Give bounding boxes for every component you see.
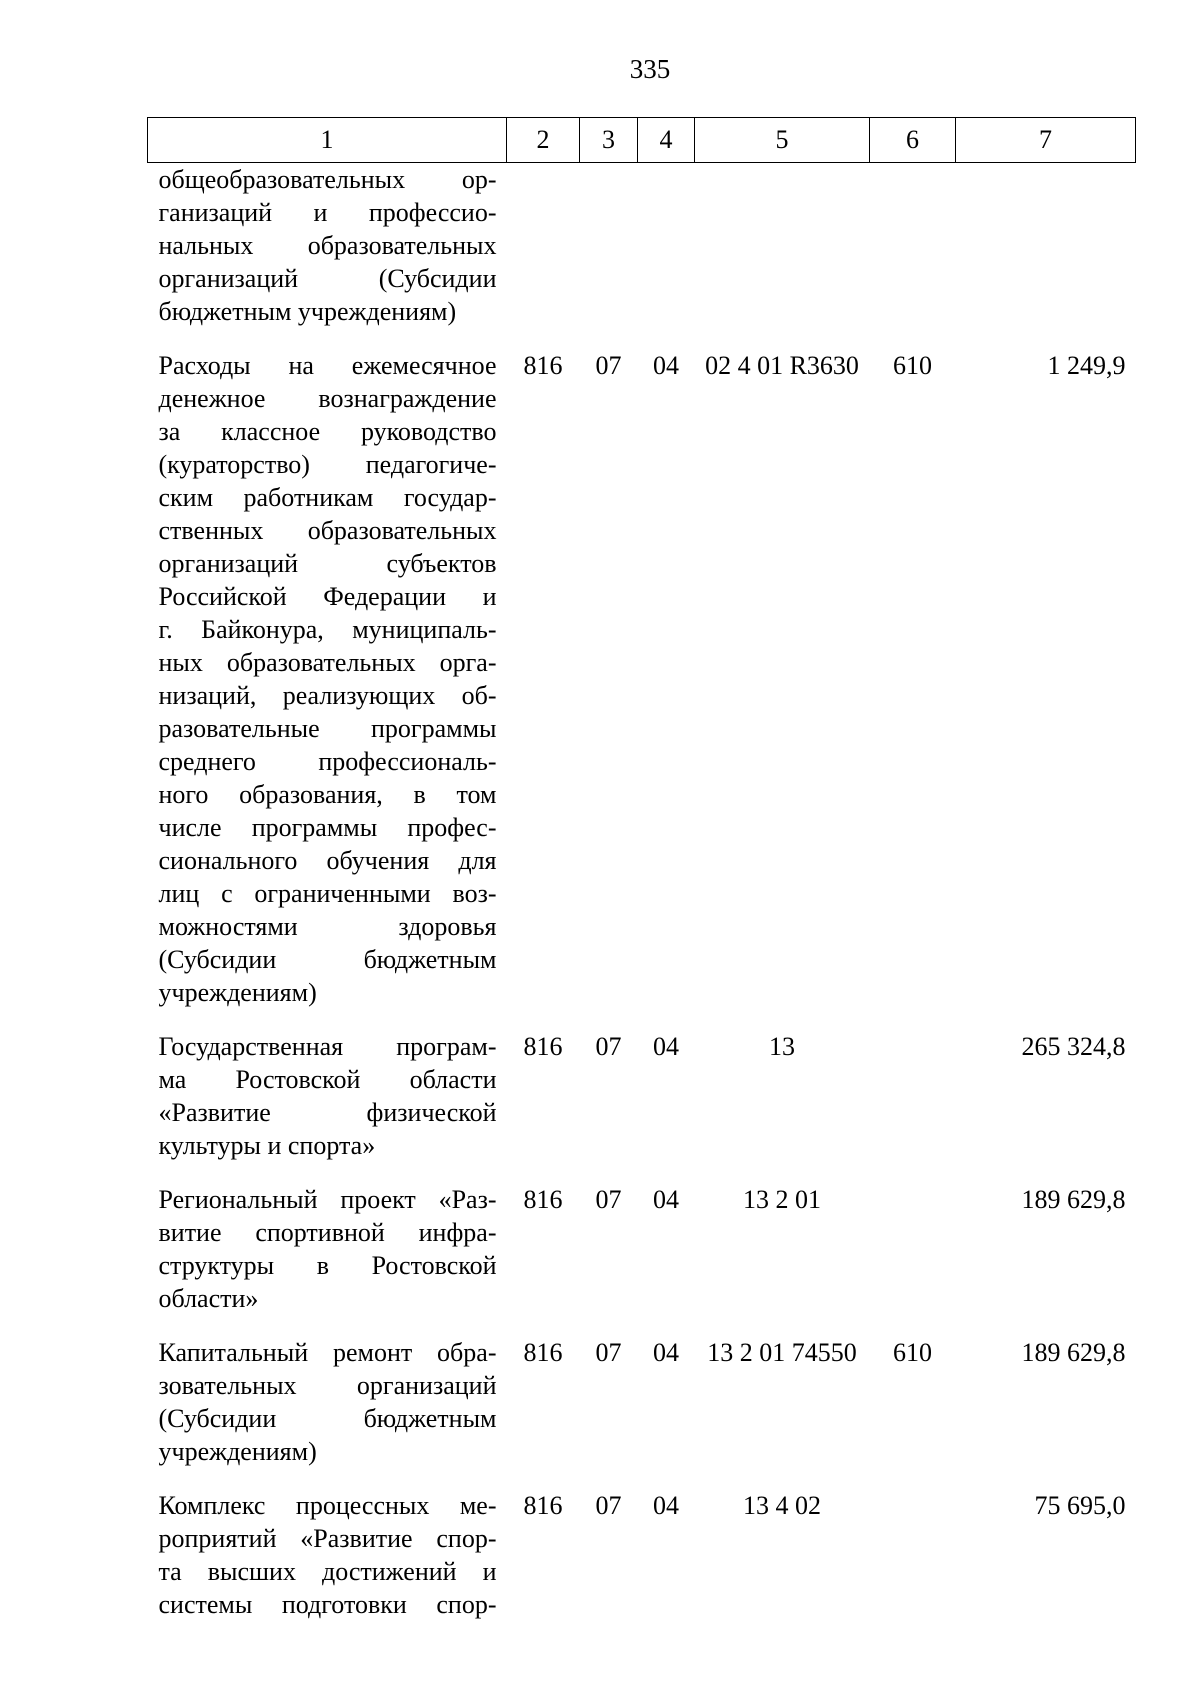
ministry-code: 816 — [523, 1185, 563, 1214]
description-line: ганизаций и профессио- — [158, 198, 497, 227]
amount — [956, 163, 1136, 350]
table-body — [148, 163, 1136, 1643]
description-line: области» — [158, 1284, 259, 1313]
amount: 265 324,8 — [1021, 1032, 1126, 1061]
table-row — [148, 349, 1136, 1030]
expense-type-code: 610 — [893, 351, 932, 380]
amount: 75 695,0 — [1034, 1491, 1126, 1520]
header-col-3: 3 — [580, 118, 638, 163]
table-row — [148, 1030, 1136, 1183]
row-description — [148, 163, 507, 350]
description-line: ных образовательных орга- — [158, 648, 497, 677]
amount: 189 629,8 — [1021, 1185, 1126, 1214]
ministry-code — [507, 163, 580, 350]
section-code: 07 — [595, 1338, 622, 1367]
description-line: та высших достижений и — [158, 1557, 497, 1586]
section-code: 07 — [595, 1185, 622, 1214]
target-item-code: 02 4 01 R3630 — [705, 351, 859, 380]
section-code — [580, 163, 638, 350]
description-line: учреждениям) — [158, 1437, 317, 1466]
description-line: г. Байконура, муниципаль- — [158, 615, 497, 644]
description-line: организаций (Субсидии — [158, 264, 497, 293]
section-code: 07 — [595, 351, 622, 380]
row-description — [148, 1336, 507, 1489]
description-line: Комплекс процессных ме- — [158, 1491, 497, 1520]
description-line: системы подготовки спор- — [158, 1590, 497, 1619]
description-line: разовательные программы — [158, 714, 497, 743]
target-item-code: 13 2 01 74550 — [707, 1338, 857, 1367]
description-line: числе программы профес- — [158, 813, 497, 842]
description-line: (Субсидии бюджетным — [158, 945, 497, 974]
expense-type-code — [870, 1183, 956, 1336]
row-description — [148, 1030, 507, 1183]
description-line: зовательных организаций — [158, 1371, 497, 1400]
description-line: витие спортивной инфра- — [158, 1218, 497, 1247]
target-item-code: 13 — [769, 1032, 795, 1061]
amount: 189 629,8 — [1021, 1338, 1126, 1367]
table-row — [148, 163, 1136, 350]
description-line: за классное руководство — [158, 417, 497, 446]
description-line: учреждениям) — [158, 978, 317, 1007]
description-line: ма Ростовской области — [158, 1065, 497, 1094]
header-col-4: 4 — [638, 118, 695, 163]
description-line: Государственная програм- — [158, 1032, 497, 1061]
budget-table — [147, 117, 1136, 1642]
subsection-code: 04 — [653, 1491, 679, 1520]
header-col-2: 2 — [507, 118, 580, 163]
header-col-5: 5 — [695, 118, 870, 163]
subsection-code: 04 — [653, 1032, 679, 1061]
description-line: (кураторство) педагогиче- — [158, 450, 497, 479]
subsection-code: 04 — [653, 1338, 679, 1367]
description-line: (Субсидии бюджетным — [158, 1404, 497, 1433]
ministry-code: 816 — [523, 351, 563, 380]
description-line: Российской Федерации и — [158, 582, 497, 611]
header-col-6: 6 — [870, 118, 956, 163]
description-line: низаций, реализующих об- — [158, 681, 497, 710]
description-line: денежное вознаграждение — [158, 384, 497, 413]
expense-type-code — [870, 1030, 956, 1183]
description-line: среднего профессиональ- — [158, 747, 497, 776]
description-line: ного образования, в том — [158, 780, 497, 809]
header-col-7: 7 — [956, 118, 1136, 163]
section-code: 07 — [595, 1491, 622, 1520]
row-description — [148, 1489, 507, 1642]
subsection-code: 04 — [653, 1185, 679, 1214]
target-item-code: 13 2 01 — [743, 1185, 821, 1214]
description-line: «Развитие физической — [158, 1098, 497, 1127]
target-item-code: 13 4 02 — [743, 1491, 821, 1520]
ministry-code: 816 — [523, 1491, 563, 1520]
header-col-1: 1 — [148, 118, 507, 163]
header-row — [148, 118, 1136, 163]
ministry-code: 816 — [523, 1032, 563, 1061]
description-line: нальных образовательных — [158, 231, 497, 260]
section-code: 07 — [595, 1032, 622, 1061]
table-row — [148, 1489, 1136, 1642]
table-row — [148, 1336, 1136, 1489]
description-line: культуры и спорта» — [158, 1131, 376, 1160]
description-line: сионального обучения для — [158, 846, 497, 875]
description-line: лиц с ограниченными воз- — [158, 879, 497, 908]
amount: 1 249,9 — [1047, 351, 1126, 380]
subsection-code — [638, 163, 695, 350]
subsection-code: 04 — [653, 351, 679, 380]
description-line: ственных образовательных — [158, 516, 497, 545]
description-line: организаций субъектов — [158, 549, 497, 578]
expense-type-code: 610 — [893, 1338, 932, 1367]
page-number: 335 — [629, 54, 671, 84]
table-row — [148, 1183, 1136, 1336]
description-line: можностями здоровья — [158, 912, 497, 941]
description-line: структуры в Ростовской — [158, 1251, 497, 1280]
description-line: роприятий «Развитие спор- — [158, 1524, 497, 1553]
ministry-code: 816 — [523, 1338, 563, 1367]
expense-type-code — [870, 163, 956, 350]
description-line: Расходы на ежемесячное — [158, 351, 497, 380]
row-description — [148, 349, 507, 1030]
table-header — [148, 118, 1136, 163]
description-line: Региональный проект «Раз- — [158, 1185, 497, 1214]
description-line: ским работникам государ- — [158, 483, 497, 512]
description-line: общеобразовательных ор- — [158, 165, 497, 194]
description-line: бюджетным учреждениям) — [158, 297, 457, 326]
target-item-code — [695, 163, 870, 350]
expense-type-code — [870, 1489, 956, 1642]
row-description — [148, 1183, 507, 1336]
description-line: Капитальный ремонт обра- — [158, 1338, 497, 1367]
